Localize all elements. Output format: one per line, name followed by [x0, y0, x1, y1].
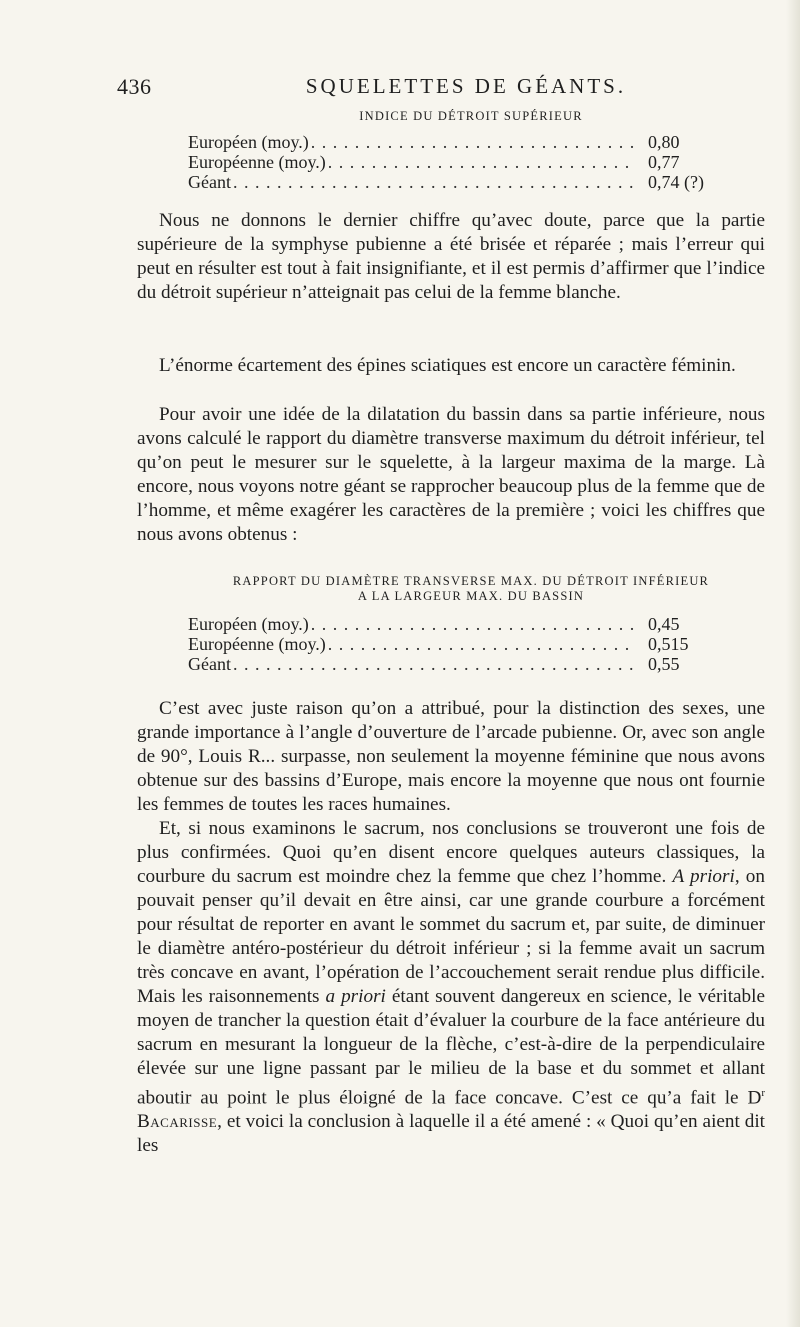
row-label: Européenne (moy.): [188, 152, 326, 172]
page-edge-shadow: [786, 0, 800, 1327]
row-value: 0,45: [648, 614, 680, 634]
paragraph: Nous ne donnons le dernier chiffre qu’avec doute, parce que la partie supérieure de la symphyse pubienne a été brisée et réparée ; mais l’erreur qui peut en résulter est tout à fait insignifiante, et il est permis d’affirmer que l’indice du détroit supérieur n’atteignait pas celui de la femme blanche.: [137, 210, 765, 303]
row-value: 0,77: [648, 152, 680, 172]
row-value: 0,80: [648, 132, 680, 152]
author-name: Bacarisse: [137, 1111, 218, 1133]
leader-dots: [231, 654, 636, 674]
table-row: [188, 172, 718, 192]
superscript: r: [761, 1087, 765, 1099]
paragraph: [137, 817, 765, 1158]
table2: [188, 614, 718, 674]
row-label: Géant: [188, 654, 231, 674]
row-label: Européen (moy.): [188, 132, 309, 152]
row-label: Européenne (moy.): [188, 634, 326, 654]
leader-dots: [309, 132, 636, 152]
text-run: étant souvent dangereux en science, le véritable moyen de trancher la question était d’évaluer la courbure de la face antérieure du sacrum en mesurant la longueur de la flèche, c’est-à-dire de la perpendiculaire élevée sur une ligne passant par le milieu de la base et du sommet et allant aboutir au point le plus éloigné de la face concave. C’est ce qu’a fait le D: [137, 986, 766, 1109]
table1-caption: INDICE DU DÉTROIT SUPÉRIEUR: [359, 109, 583, 123]
paragraph: Pour avoir une idée de la dilatation du bassin dans sa partie inférieure, nous avons calculé le rapport du diamètre transverse maximum du détroit inférieur, tel qu’on peut le mesurer sur le squelette, à la largeur maxima de la marge. Là encore, nous voyons notre géant se rapprocher beaucoup plus de la femme que de l’homme, et même exagérer les caractères de la première ; voici les chiffres que nous avons obtenus :: [137, 404, 765, 545]
table1: [188, 132, 718, 192]
leader-dots: [309, 614, 636, 634]
caption-line: RAPPORT DU DIAMÈTRE TRANSVERSE MAX. DU DÉTROIT INFÉRIEUR: [232, 574, 710, 588]
table-row: [188, 152, 718, 172]
text-run: , on pouvait penser qu’il devait en être ainsi, car une grande courbure a forcément pour résultat de reporter en avant le sommet du sacrum et, par suite, de diminuer le diamètre antéro-postérieur du détroit inférieur ; si la femme avait un sacrum très concave en avant, l’opération de l’accouchement serait rendue plus difficile. Mais les raisonnements: [137, 866, 765, 1007]
caption-line: A LA LARGEUR MAX. DU BASSIN: [357, 589, 585, 603]
text-run: Et, si nous examinons le sacrum, nos conclusions se trouveront une fois de plus confirmées. Quoi qu’en disent encore quelques auteurs classiques, la courbure du sacrum est moindre chez la femme que chez l’homme.: [137, 818, 765, 887]
paragraph: L’énorme écartement des épines sciatiques est encore un caractère féminin.: [159, 355, 736, 376]
table2-caption: [137, 574, 785, 604]
row-value: 0,74 (?): [648, 172, 704, 192]
leader-dots: [326, 152, 636, 172]
table-row: [188, 132, 718, 152]
running-header: [117, 72, 777, 102]
row-label: Européen (moy.): [188, 614, 309, 634]
paragraph: C’est avec juste raison qu’on a attribué, pour la distinction des sexes, une grande importance à l’angle d’ouverture de l’arcade pubienne. Or, avec son angle de 90°, Louis R... surpasse, non seulement la moyenne féminine que nous avons obtenue sur des bassins d’Europe, mais encore la moyenne que nous ont fournie les femmes de toutes les races humaines.: [137, 698, 765, 815]
italic-run: A priori: [672, 866, 735, 887]
text-run: , et voici la conclusion à laquelle il a été amené : « Quoi qu’en aient dit les: [137, 1111, 765, 1157]
leader-dots: [326, 634, 636, 654]
page-number: 436: [117, 74, 152, 99]
leader-dots: [231, 172, 636, 192]
row-value: 0,55: [648, 654, 680, 674]
row-value: 0,515: [648, 634, 689, 654]
running-title: SQUELETTES DE GÉANTS.: [305, 74, 627, 98]
table-row: [188, 634, 718, 654]
row-label: Géant: [188, 172, 231, 192]
italic-run: a priori: [325, 986, 386, 1007]
table-row: [188, 614, 718, 634]
table-row: [188, 654, 718, 674]
